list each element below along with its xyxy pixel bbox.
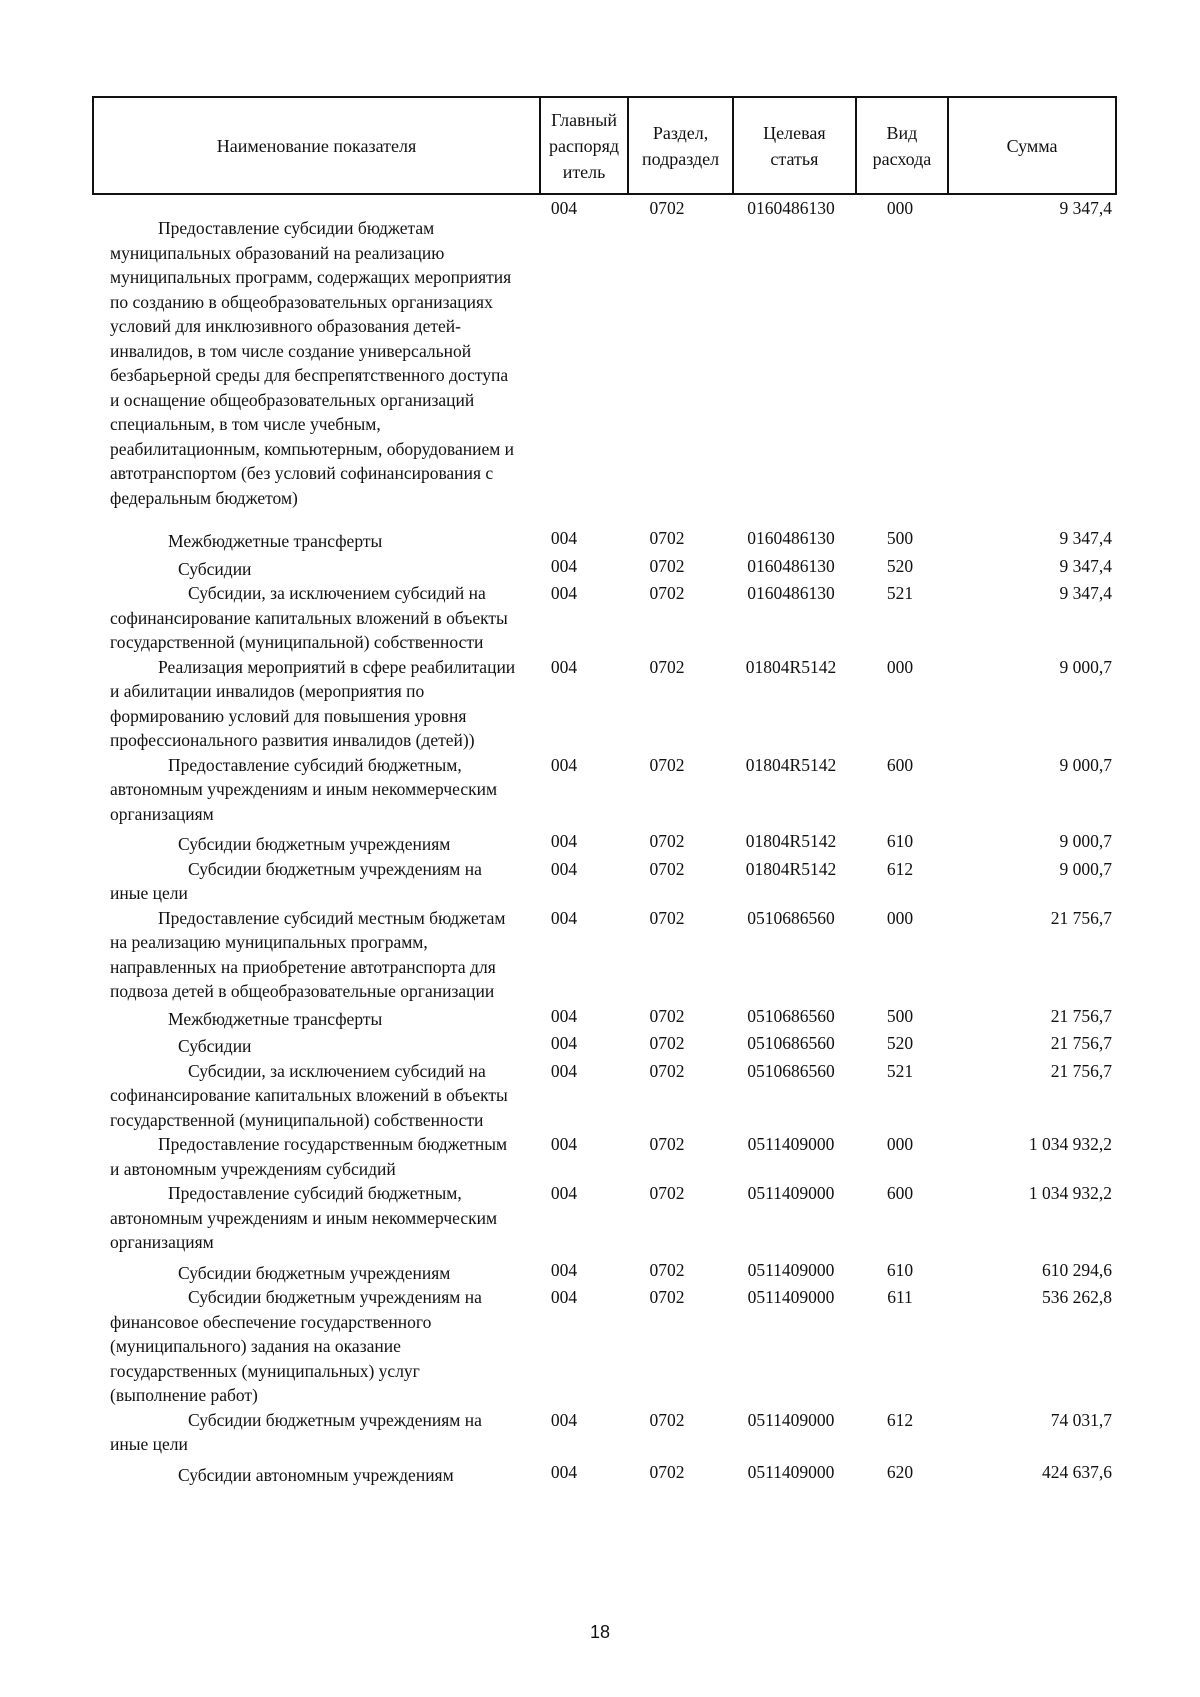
row-vr: 000 <box>886 198 914 218</box>
row-csr: 0511409000 <box>747 1183 835 1203</box>
row-razdel: 0702 <box>649 528 685 548</box>
header-grbs-line: итель <box>562 161 606 182</box>
row-grbs: 004 <box>550 754 578 775</box>
row-grbs: 004 <box>550 1033 578 1053</box>
row-razdel: 0702 <box>649 754 685 775</box>
row-name: Субсидии бюджетным учреждениям <box>178 1262 451 1283</box>
row-grbs: 004 <box>550 831 578 851</box>
row-name: Межбюджетные трансферты <box>168 531 383 551</box>
row-name: Субсидии автономным учреждениям <box>178 1464 454 1485</box>
row-csr: 0160486130 <box>747 198 835 218</box>
row-vr: 620 <box>886 1461 914 1482</box>
row-razdel: 0702 <box>649 1134 685 1154</box>
row-csr: 01804R5142 <box>745 858 837 879</box>
row-razdel: 0702 <box>649 198 685 218</box>
row-razdel: 0702 <box>649 1461 685 1482</box>
header-sum-label: Сумма <box>1006 135 1058 156</box>
table-row <box>0 196 1200 510</box>
row-grbs: 004 <box>550 555 578 576</box>
table-row <box>0 1132 1200 1181</box>
table-row <box>0 554 1200 582</box>
table-row <box>0 1004 1200 1032</box>
row-csr: 0511409000 <box>747 1409 835 1430</box>
table-row <box>0 1031 1200 1059</box>
row-grbs: 004 <box>550 1060 578 1081</box>
row-grbs: 004 <box>550 1287 578 1307</box>
row-vr: 500 <box>886 1005 914 1026</box>
row-vr: 521 <box>886 583 914 603</box>
row-razdel: 0702 <box>649 1259 685 1280</box>
row-name: Субсидии, за исключением субсидий на софинансирование капитальных вложений в объекты государственной (муниципальной) собственности <box>110 583 508 652</box>
row-sum: 1 034 932,2 <box>1028 1134 1112 1154</box>
table-row <box>0 1258 1200 1286</box>
row-vr: 610 <box>886 831 914 851</box>
table-body <box>0 196 1200 1487</box>
table-row <box>0 1181 1200 1255</box>
row-grbs: 004 <box>550 528 578 548</box>
row-grbs: 004 <box>550 656 578 677</box>
table-row <box>0 1059 1200 1133</box>
row-razdel: 0702 <box>649 1060 685 1081</box>
table-row <box>0 857 1200 906</box>
row-sum: 9 000,7 <box>1059 656 1112 677</box>
table-row <box>0 753 1200 827</box>
row-sum: 9 000,7 <box>1059 831 1112 851</box>
row-razdel: 0702 <box>649 1183 685 1203</box>
row-vr: 500 <box>886 528 914 548</box>
row-razdel: 0702 <box>649 583 685 603</box>
header-razdel-line: Раздел, <box>652 122 709 143</box>
row-sum: 21 756,7 <box>1050 1033 1112 1053</box>
row-grbs: 004 <box>550 1461 578 1482</box>
row-sum: 9 347,4 <box>1059 583 1112 603</box>
row-name: Субсидии, за исключением субсидий на софинансирование капитальных вложений в объекты государственной (муниципальной) собственности <box>110 1060 508 1130</box>
row-csr: 0160486130 <box>747 555 835 576</box>
row-grbs: 004 <box>550 1005 578 1026</box>
row-razdel: 0702 <box>649 1033 685 1053</box>
header-csr-line: статья <box>770 148 819 169</box>
row-sum: 424 637,6 <box>1042 1461 1112 1482</box>
header-grbs <box>540 97 628 194</box>
row-vr: 521 <box>886 1060 914 1081</box>
row-csr: 0511409000 <box>747 1259 835 1280</box>
row-sum: 610 294,6 <box>1042 1259 1112 1280</box>
row-name: Субсидии <box>178 1036 252 1056</box>
row-name: Предоставление субсидий бюджетным, автономным учреждениям и иным некоммерческим организациям <box>110 1183 498 1252</box>
row-sum: 21 756,7 <box>1050 907 1112 928</box>
row-vr: 612 <box>886 858 914 879</box>
row-vr: 000 <box>886 907 914 928</box>
row-csr: 0511409000 <box>747 1461 835 1482</box>
row-vr: 612 <box>886 1409 914 1430</box>
row-grbs: 004 <box>550 198 578 218</box>
row-name: Субсидии бюджетным учреждениям на иные цели <box>110 1409 482 1454</box>
row-sum: 536 262,8 <box>1042 1287 1112 1307</box>
row-csr: 01804R5142 <box>745 831 837 851</box>
header-grbs-line: распоряд <box>549 135 620 156</box>
row-vr: 610 <box>886 1259 914 1280</box>
table-row <box>0 1285 1200 1408</box>
row-name: Предоставление государственным бюджетным и автономным учреждениям субсидий <box>110 1134 508 1179</box>
header-name <box>93 97 540 194</box>
row-razdel: 0702 <box>649 1287 685 1307</box>
row-grbs: 004 <box>550 1134 578 1154</box>
header-csr-line: Целевая <box>763 122 826 143</box>
row-csr: 01804R5142 <box>745 656 837 677</box>
row-sum: 9 000,7 <box>1059 754 1112 775</box>
row-name: Субсидии <box>178 558 252 579</box>
row-vr: 600 <box>886 1183 914 1203</box>
row-razdel: 0702 <box>649 656 685 677</box>
row-sum: 9 347,4 <box>1059 198 1112 218</box>
table-header <box>92 96 1117 195</box>
row-grbs: 004 <box>550 1183 578 1203</box>
table-row <box>0 526 1200 554</box>
header-csr <box>733 97 856 194</box>
header-vr-line: Вид <box>886 122 918 143</box>
row-name: Субсидии бюджетным учреждениям на иные цели <box>110 858 482 903</box>
row-grbs: 004 <box>550 907 578 928</box>
row-name: Предоставление субсидии бюджетам муниципальных образований на реализацию муниципальных программ, содержащих мероприятия по созданию в общеобразовательных организациях условий для инклюзивного образования детей-инвалидов, в том числе создание универсальной безбарьерной среды для беспрепятственного доступа и оснащение общеобразовательных организаций специальным, в том числе учебным, реабилитационным, компьютерным, оборудованием и автотранспортом (без условий софинансирования с федеральным бюджетом) <box>110 218 515 508</box>
table-row <box>0 655 1200 753</box>
row-name: Реализация мероприятий в сфере реабилитации и абилитации инвалидов (мероприятия по формированию условий для повышения уровня профессионального развития инвалидов (детей)) <box>110 656 516 750</box>
row-sum: 9 000,7 <box>1059 858 1112 879</box>
row-sum: 1 034 932,2 <box>1028 1183 1112 1203</box>
row-csr: 0510686560 <box>747 907 835 928</box>
row-csr: 01804R5142 <box>745 754 837 775</box>
row-vr: 520 <box>886 555 914 576</box>
row-vr: 600 <box>886 754 914 775</box>
table-row <box>0 1408 1200 1457</box>
page-number: 18 <box>589 1622 611 1642</box>
header-razdel <box>628 97 733 194</box>
table-row <box>0 1460 1200 1488</box>
table-row <box>0 829 1200 857</box>
row-razdel: 0702 <box>649 858 685 879</box>
header-grbs-line: Главный <box>551 109 617 130</box>
row-vr: 520 <box>886 1033 914 1053</box>
header-name-label: Наименование показателя <box>216 135 417 156</box>
row-csr: 0160486130 <box>747 528 835 548</box>
row-name: Предоставление субсидий местным бюджетам на реализацию муниципальных программ, направленных на приобретение автотранспорта для подвоза детей в общеобразовательные организации <box>110 907 506 1001</box>
row-vr: 000 <box>886 656 914 677</box>
row-razdel: 0702 <box>649 907 685 928</box>
row-csr: 0510686560 <box>747 1060 835 1081</box>
row-csr: 0511409000 <box>747 1134 835 1154</box>
row-sum: 21 756,7 <box>1050 1060 1112 1081</box>
table-row <box>0 906 1200 1004</box>
row-razdel: 0702 <box>649 1005 685 1026</box>
header-vr-line: расхода <box>872 148 932 169</box>
row-grbs: 004 <box>550 1259 578 1280</box>
header-sum <box>948 97 1116 194</box>
row-sum: 9 347,4 <box>1059 528 1112 548</box>
row-vr: 000 <box>886 1134 914 1154</box>
row-csr: 0510686560 <box>747 1033 835 1053</box>
row-grbs: 004 <box>550 1409 578 1430</box>
row-csr: 0511409000 <box>747 1287 835 1307</box>
row-grbs: 004 <box>550 583 578 603</box>
row-name: Межбюджетные трансферты <box>168 1008 383 1029</box>
row-name: Субсидии бюджетным учреждениям <box>178 834 451 854</box>
row-sum: 74 031,7 <box>1050 1409 1112 1430</box>
row-razdel: 0702 <box>649 555 685 576</box>
row-vr: 611 <box>887 1287 913 1307</box>
row-name: Субсидии бюджетным учреждениям на финансовое обеспечение государственного (муниципального) задания на оказание государственных (муниципальных) услуг (выполнение работ) <box>110 1287 482 1405</box>
header-razdel-line: подраздел <box>641 148 720 169</box>
row-csr: 0510686560 <box>747 1005 835 1026</box>
row-csr: 0160486130 <box>747 583 835 603</box>
row-razdel: 0702 <box>649 1409 685 1430</box>
table-row <box>0 581 1200 655</box>
row-sum: 21 756,7 <box>1050 1005 1112 1026</box>
row-sum: 9 347,4 <box>1059 555 1112 576</box>
row-name: Предоставление субсидий бюджетным, автономным учреждениям и иным некоммерческим организациям <box>110 754 498 824</box>
header-vr <box>856 97 948 194</box>
row-razdel: 0702 <box>649 831 685 851</box>
row-grbs: 004 <box>550 858 578 879</box>
